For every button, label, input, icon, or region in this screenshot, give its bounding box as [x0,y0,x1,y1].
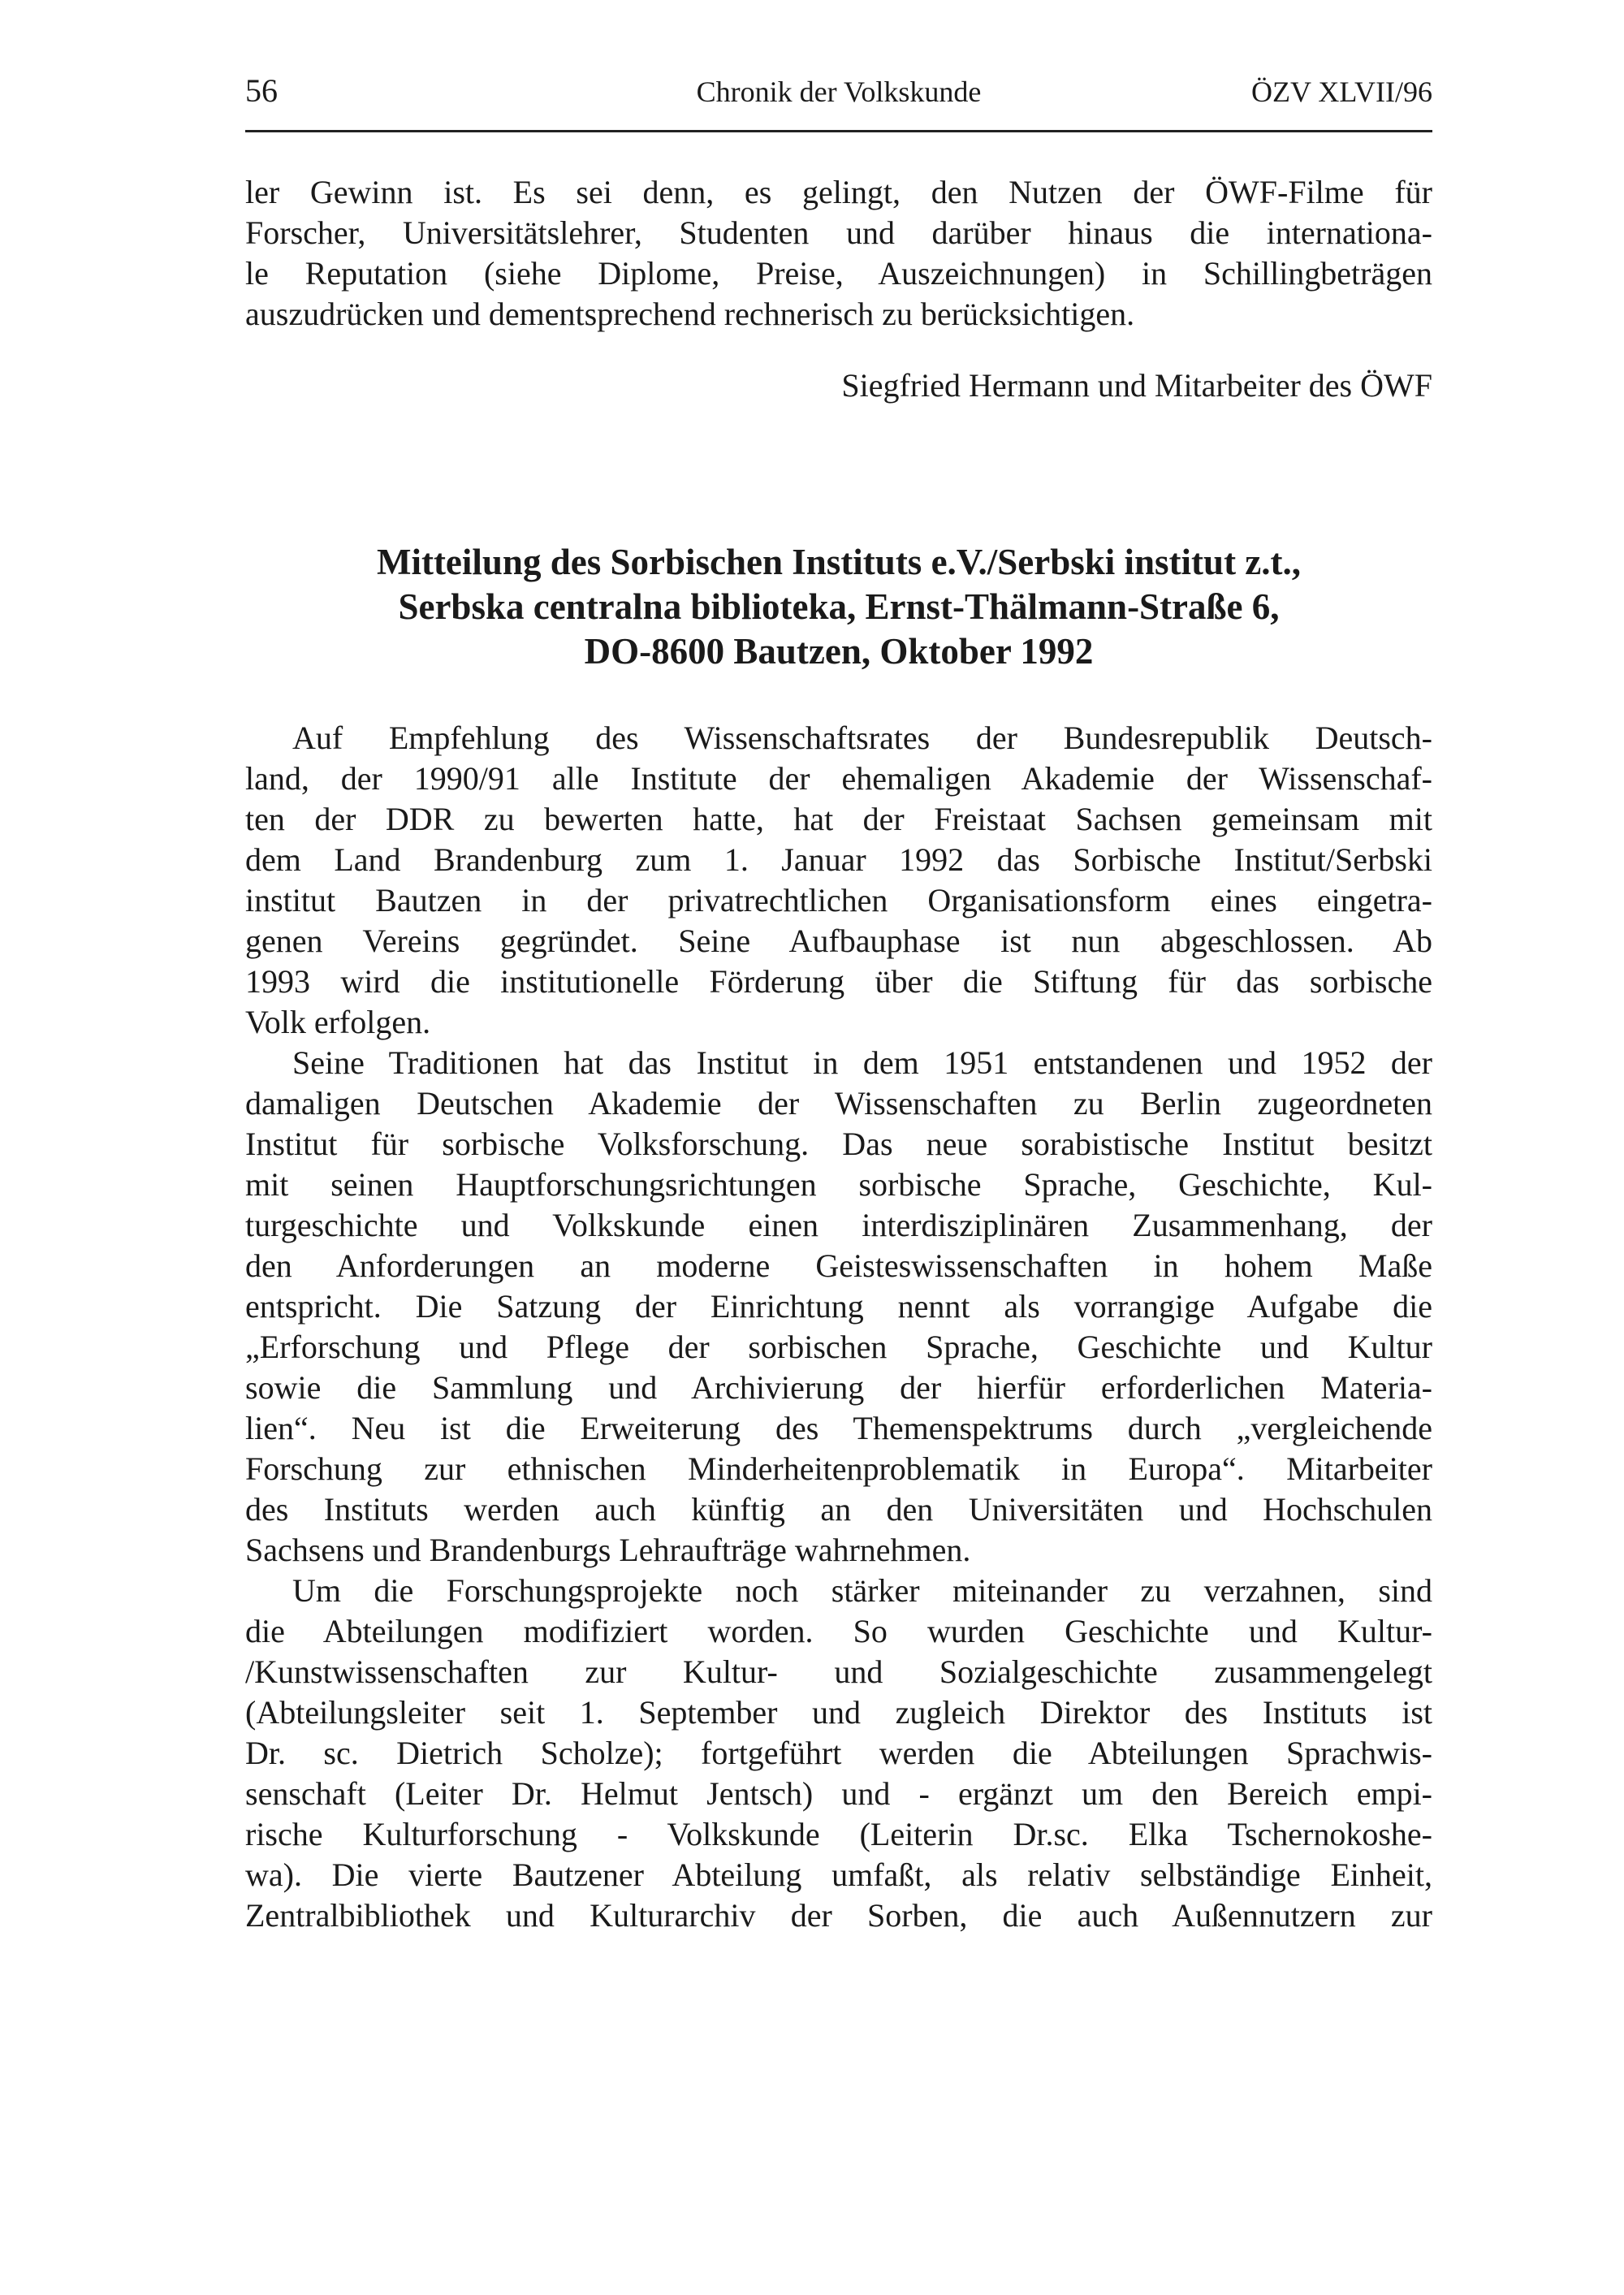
text-line: (Abteilungsleiter seit 1. September und zugleich Direktor des Instituts ist [245,1694,1432,1731]
text-line: den Anforderungen an moderne Geisteswissenschaften in hohem Maße [245,1247,1432,1284]
article-body [245,718,1432,1936]
text-line: 1993 wird die institutionelle Förderung über die Stiftung für das sorbische [245,963,1432,1000]
continuation-paragraph [245,172,1432,335]
text-line: Volk erfolgen. [245,1004,431,1040]
text-line: auszudrücken und dementsprechend rechnerisch zu berücksichtigen. [245,296,1135,332]
text-line: Sachsens und Brandenburgs Lehraufträge wahrnehmen. [245,1532,971,1568]
text-line: rische Kulturforschung - Volkskunde (Leiterin Dr.sc. Elka Tschernokoshe- [245,1816,1432,1852]
signature: Siegfried Hermann und Mitarbeiter des ÖWF [841,367,1432,404]
text-line: Seine Traditionen hat das Institut in dem 1951 entstandenen und 1952 der [292,1044,1432,1081]
text-line: entspricht. Die Satzung der Einrichtung nennt als vorrangige Aufgabe die [245,1288,1432,1325]
paragraph [245,1043,1432,1571]
text-line: ler Gewinn ist. Es sei denn, es gelingt, den Nutzen der ÖWF-Filme für [245,174,1432,210]
text-line: ten der DDR zu bewerten hatte, hat der Freistaat Sachsen gemeinsam mit [245,801,1432,837]
text-line: Zentralbibliothek und Kulturarchiv der Sorben, die auch Außennutzern zur [245,1897,1432,1934]
heading-line: Serbska centralna biblioteka, Ernst-Thälmann-Straße 6, [398,586,1280,627]
text-line: Forscher, Universitätslehrer, Studenten und darüber hinaus die internationa- [245,214,1432,251]
text-line: senschaft (Leiter Dr. Helmut Jentsch) und - ergänzt um den Bereich empi- [245,1775,1432,1812]
text-line: genen Vereins gegründet. Seine Aufbauphase ist nun abgeschlossen. Ab [245,923,1432,959]
text-line: Institut für sorbische Volksforschung. Das neue sorabistische Institut besitzt [245,1126,1432,1162]
section-heading [245,540,1432,674]
text-line: /Kunstwissenschaften zur Kultur- und Sozialgeschichte zusammengelegt [245,1653,1432,1690]
text-line: wa). Die vierte Bautzener Abteilung umfaßt, als relativ selbständige Einheit, [245,1856,1432,1893]
text-line: damaligen Deutschen Akademie der Wissenschaften zu Berlin zugeordneten [245,1085,1432,1122]
heading-line: DO-8600 Bautzen, Oktober 1992 [584,631,1094,672]
text-line: die Abteilungen modifiziert worden. So wurden Geschichte und Kultur- [245,1613,1432,1649]
header-rule [245,130,1432,132]
text-line: institut Bautzen in der privatrechtlichen Organisationsform eines eingetra- [245,882,1432,918]
paragraph [245,718,1432,1043]
heading-line: Mitteilung des Sorbischen Instituts e.V./Serbski institut z.t., [376,542,1302,582]
text-line: dem Land Brandenburg zum 1. Januar 1992 das Sorbische Institut/Serbski [245,841,1432,878]
text-line: land, der 1990/91 alle Institute der ehemaligen Akademie der Wissenschaf- [245,760,1432,797]
text-line: des Instituts werden auch künftig an den Universitäten und Hochschulen [245,1491,1432,1528]
text-line: Dr. sc. Dietrich Scholze); fortgeführt werden die Abteilungen Sprachwis- [245,1735,1432,1771]
paragraph [245,1571,1432,1936]
text-line: sowie die Sammlung und Archivierung der hierfür erforderlichen Materia- [245,1369,1432,1406]
text-line: lien“. Neu ist die Erweiterung des Themenspektrums durch „vergleichende [245,1410,1432,1446]
running-title: Chronik der Volkskunde [696,76,982,108]
text-line: „Erforschung und Pflege der sorbischen Sprache, Geschichte und Kultur [245,1329,1432,1365]
page-header [245,72,1432,115]
text-line: le Reputation (siehe Diplome, Preise, Auszeichnungen) in Schillingbeträgen [245,255,1432,292]
page-number: 56 [245,72,278,109]
text-line: turgeschichte und Volkskunde einen interdisziplinären Zusammenhang, der [245,1207,1432,1243]
text-line: Um die Forschungsprojekte noch stärker miteinander zu verzahnen, sind [292,1572,1432,1609]
text-line: Forschung zur ethnischen Minderheitenproblematik in Europa“. Mitarbeiter [245,1450,1432,1487]
journal-reference: ÖZV XLVII/96 [1251,76,1432,108]
text-line: Auf Empfehlung des Wissenschaftsrates der Bundesrepublik Deutsch- [292,720,1432,756]
text-line: mit seinen Hauptforschungsrichtungen sorbische Sprache, Geschichte, Kul- [245,1166,1432,1203]
